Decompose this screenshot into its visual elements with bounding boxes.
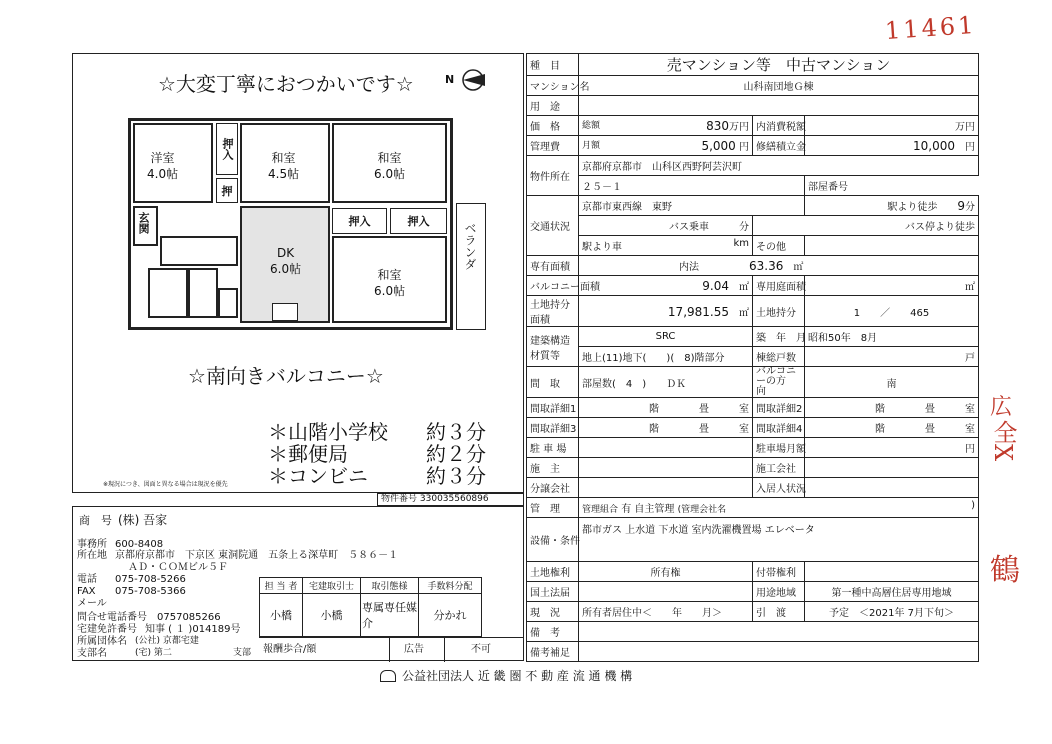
row-planning bbox=[527, 582, 979, 602]
row-type bbox=[527, 54, 979, 76]
closet-3-label: 押入 bbox=[348, 215, 371, 228]
washitsu-room-1 bbox=[240, 123, 330, 203]
flyer-headline: ☆大変丁寧におつかいです☆ bbox=[158, 72, 414, 96]
handwritten-note: 広 bbox=[990, 395, 1013, 420]
management-label: 管 理 bbox=[527, 498, 579, 518]
branch-suffix: 支部 bbox=[233, 648, 252, 658]
detail1-label: 間取詳細1 bbox=[527, 398, 579, 418]
license-number: 知事 ( １ )014189号 bbox=[145, 624, 241, 635]
tax-label: 内消費税額 bbox=[753, 116, 805, 136]
walk-label: 駅より徒歩 bbox=[887, 202, 938, 213]
row-builder bbox=[527, 458, 979, 478]
planning-label: 国土法届 bbox=[527, 582, 579, 602]
row-detail34 bbox=[527, 418, 979, 438]
layout-label: 間 取 bbox=[527, 367, 579, 398]
facilities-label: 設備・条件 bbox=[527, 518, 579, 562]
mail-label: メール bbox=[77, 598, 107, 609]
staff-header: 手数料分配 bbox=[419, 578, 482, 594]
staff-header: 担 当 者 bbox=[260, 578, 303, 594]
western-room bbox=[133, 123, 213, 203]
price-value: 830 bbox=[706, 119, 729, 133]
zoning-label: 用途地域 bbox=[753, 582, 805, 602]
detail4-label: 間取詳細4 bbox=[753, 418, 805, 438]
walk-value: 9 bbox=[957, 199, 966, 213]
row-mansion bbox=[527, 76, 979, 96]
sqm-unit: ㎡ bbox=[793, 262, 804, 273]
delivery-value: 予定 ＜2021年 7月下旬＞ bbox=[805, 602, 979, 622]
seller-label: 分譲会社 bbox=[527, 478, 579, 498]
property-number bbox=[377, 493, 524, 506]
company-panel bbox=[72, 506, 524, 661]
genkan-label: 玄関 bbox=[137, 212, 150, 234]
location-value-2: ２５－１ bbox=[579, 176, 805, 196]
nearby-name: ＊山階小学校 bbox=[268, 420, 388, 444]
remarks-supplement-label: 備考補足 bbox=[527, 642, 579, 662]
row-management: 管 理 管理組合 有 自主管理 (管理会社名 ) bbox=[527, 498, 979, 518]
row-structure2 bbox=[527, 347, 979, 367]
row-use bbox=[527, 96, 979, 116]
land-share-area-value: 17,981.55 bbox=[667, 304, 729, 319]
detail2-label: 間取詳細2 bbox=[753, 398, 805, 418]
washitsu-room-3-label: 和室 6.0帖 bbox=[374, 268, 406, 298]
fee-label: 報酬歩合/額 bbox=[263, 644, 317, 655]
row-location1 bbox=[527, 156, 979, 176]
staff-header: 取引態様 bbox=[361, 578, 419, 594]
land-right-value: 所有権 bbox=[579, 562, 753, 582]
land-share-area-label: 土地持分面積 bbox=[527, 296, 579, 327]
address-label: 所在地 bbox=[77, 550, 107, 561]
handwritten-number: 11461 bbox=[884, 10, 978, 46]
tenant-label: 入居人状況 bbox=[753, 478, 805, 498]
repair-label: 修繕積立金 bbox=[753, 136, 805, 156]
balcony-area-label: バルコニー面積 bbox=[527, 276, 579, 296]
structure-value: SRC bbox=[579, 327, 753, 347]
mgmt-fee-value: 5,000 bbox=[701, 139, 736, 153]
staff-value: 小橋 bbox=[303, 594, 361, 637]
flyer-footnote: ※現況につき、図面と異なる場合は現況を優先 bbox=[103, 481, 228, 488]
attached-right-label: 付帯権利 bbox=[753, 562, 805, 582]
zoning-value: 第一種中高層住居専用地域 bbox=[805, 582, 979, 602]
built-value: 昭和50年 8月 bbox=[805, 327, 979, 347]
mgmt-fee-label: 管理費 bbox=[527, 136, 579, 156]
row-balcony-area bbox=[527, 276, 979, 296]
union-value: 有 bbox=[621, 504, 632, 515]
nearby-time: 約２分 bbox=[426, 442, 486, 466]
yen-unit: 円 bbox=[805, 438, 979, 458]
washitsu-room-2 bbox=[332, 123, 447, 203]
washitsu-room-2-label: 和室 6.0帖 bbox=[374, 151, 406, 181]
remarks-label: 備 考 bbox=[527, 622, 579, 642]
tel-number: 075-708-5266 bbox=[115, 574, 186, 585]
units-label: 棟総戸数 bbox=[753, 347, 805, 367]
row-land-share bbox=[527, 296, 979, 327]
dining-kitchen bbox=[240, 206, 330, 323]
location-value: 京都府京都市 山科区西野阿芸沢町 bbox=[579, 156, 979, 176]
inquiry-tel: 0757085266 bbox=[157, 612, 221, 623]
nearby-time: 約３分 bbox=[426, 420, 486, 444]
western-room-label: 洋室 4.0帖 bbox=[147, 151, 179, 181]
row-transport1 bbox=[527, 196, 979, 216]
nearby-name: ＊郵便局 bbox=[268, 442, 348, 466]
units-unit: 戸 bbox=[805, 347, 979, 367]
row-location2 bbox=[527, 176, 979, 196]
closet-2 bbox=[216, 178, 238, 203]
sqm-unit: ㎡ bbox=[805, 276, 979, 296]
trade-name: (株) 吾家 bbox=[118, 513, 168, 527]
fee-row bbox=[259, 637, 523, 662]
room-number-label: 部屋番号 bbox=[808, 182, 848, 193]
location-label: 物件所在 bbox=[527, 156, 579, 196]
price-total-label: 総額 bbox=[582, 121, 601, 131]
sqm-unit: ㎡ bbox=[739, 282, 749, 293]
other-label: その他 bbox=[753, 236, 805, 256]
car-label: 駅より車 bbox=[582, 242, 622, 253]
row-mgmt bbox=[527, 136, 979, 156]
nearby-item bbox=[268, 466, 508, 488]
dining-kitchen-label: DK 6.0帖 bbox=[270, 246, 302, 276]
row-land-right bbox=[527, 562, 979, 582]
land-right-label: 土地権利 bbox=[527, 562, 579, 582]
floor-plan bbox=[128, 118, 488, 333]
property-number-label: 物件番号 bbox=[381, 494, 418, 504]
use-label: 用 途 bbox=[527, 96, 579, 116]
tel-label: 電話 bbox=[77, 574, 97, 585]
postal-code: 600-8408 bbox=[115, 539, 164, 550]
org-logo-icon bbox=[380, 670, 396, 682]
balcony-direction-label: バルコニーの方 向 bbox=[753, 367, 805, 398]
washitsu-room-1-label: 和室 4.5帖 bbox=[268, 151, 300, 181]
mansion-value: 山科南団地Ｇ棟 bbox=[579, 76, 979, 96]
yen-unit: 円 bbox=[965, 142, 976, 153]
balcony-area-value: 9.04 bbox=[702, 279, 729, 293]
mansion-label: マンション名 bbox=[527, 76, 579, 96]
row-remarks bbox=[527, 622, 979, 642]
genkan bbox=[133, 206, 158, 246]
inquiry-tel-label: 問合せ電話番号 bbox=[77, 612, 147, 623]
line-station: 京都市東西線 東野 bbox=[579, 196, 805, 216]
row-parking bbox=[527, 438, 979, 458]
bus-stop-label: バス停より徒歩 bbox=[905, 222, 976, 233]
layout-value: 部屋数( 4 ) ＤＫ bbox=[579, 367, 753, 398]
office-label: 事務所 bbox=[77, 539, 107, 550]
row-status bbox=[527, 602, 979, 622]
type-label: 種 目 bbox=[527, 54, 579, 76]
structure-label: 建築構造材質等 bbox=[527, 327, 579, 367]
kitchen-stove-icon bbox=[272, 303, 298, 321]
washitsu-room-3 bbox=[332, 236, 447, 323]
washroom bbox=[188, 268, 218, 318]
area-label: 専有面積 bbox=[527, 256, 579, 276]
detail-units: 階 畳 室 bbox=[805, 398, 979, 418]
association-label: 所属団体名 bbox=[77, 636, 127, 647]
bathroom bbox=[148, 268, 188, 318]
fax-number: 075-708-5366 bbox=[115, 586, 186, 597]
detail-units: 階 畳 室 bbox=[579, 418, 753, 438]
address-line-1: 京都府京都市 下京区 東洞院通 五条上る深草町 ５８６－１ bbox=[115, 550, 399, 561]
address-line-2: ＡＤ・ＣＯＭビル５Ｆ bbox=[128, 562, 228, 573]
association-name: (公社) 京都宅建 bbox=[135, 636, 199, 646]
staff-table bbox=[259, 577, 482, 637]
toilet bbox=[218, 288, 238, 318]
builder-label: 施 主 bbox=[527, 458, 579, 478]
row-price bbox=[527, 116, 979, 136]
closet-3 bbox=[332, 208, 387, 234]
sqm-unit: ㎡ bbox=[739, 307, 749, 319]
branch-label: 支部名 bbox=[77, 648, 107, 659]
balcony-headline: ☆南向きバルコニー☆ bbox=[188, 364, 384, 388]
ad-value: 不可 bbox=[471, 644, 491, 655]
row-transport3 bbox=[527, 236, 979, 256]
price-label: 価 格 bbox=[527, 116, 579, 136]
parking-label: 駐 車 場 bbox=[527, 438, 579, 458]
nearby-item bbox=[268, 422, 508, 444]
row-facilities bbox=[527, 518, 979, 562]
area-type: 内法 bbox=[679, 262, 699, 273]
footer-org: 公益社団法人 近 畿 圏 不 動 産 流 通 機 構 bbox=[402, 669, 633, 683]
nearby-name: ＊コンビニ bbox=[268, 464, 368, 488]
repair-value: 10,000 bbox=[913, 139, 956, 153]
type-value: 売マンション等 中古マンション bbox=[579, 54, 979, 76]
veranda-label: ベランダ bbox=[463, 222, 477, 270]
yen-unit: 円 bbox=[739, 142, 749, 153]
closet-2-label: 押 bbox=[221, 184, 233, 198]
property-sheet bbox=[526, 53, 978, 662]
mgmt-company-label: (管理会社名 bbox=[677, 505, 727, 515]
parking-fee-label: 駐車場月額 bbox=[753, 438, 805, 458]
ad-label: 広告 bbox=[404, 644, 424, 655]
area-value: 63.36 bbox=[749, 259, 784, 273]
property-number-value: 330035560896 bbox=[419, 494, 489, 504]
built-label: 築 年 月 bbox=[753, 327, 805, 347]
row-area bbox=[527, 256, 979, 276]
closet-4 bbox=[390, 208, 447, 234]
tax-unit: 万円 bbox=[805, 116, 979, 136]
minutes-unit: 分 bbox=[965, 202, 976, 213]
handwritten-note: 全X bbox=[989, 420, 1017, 462]
garden-label: 専用庭面積 bbox=[753, 276, 805, 296]
fax-label: FAX bbox=[77, 586, 96, 597]
staff-header: 宅建取引士 bbox=[303, 578, 361, 594]
detail-units: 階 畳 室 bbox=[579, 398, 753, 418]
nearby-time: 約３分 bbox=[426, 464, 486, 488]
contractor-label: 施工会社 bbox=[753, 458, 805, 478]
footer bbox=[380, 667, 632, 684]
veranda bbox=[456, 203, 486, 330]
row-structure1 bbox=[527, 327, 979, 347]
row-detail12 bbox=[527, 398, 979, 418]
trade-name-label: 商 号 bbox=[79, 514, 112, 527]
mgmt-month-label: 月額 bbox=[582, 141, 601, 151]
row-transport2 bbox=[527, 216, 979, 236]
compass-north-label: N bbox=[445, 73, 455, 86]
minutes-unit: 分 bbox=[739, 222, 749, 233]
union-label: 管理組合 bbox=[582, 505, 619, 515]
management-value: 自主管理 bbox=[634, 504, 675, 515]
nearby-item bbox=[268, 444, 508, 466]
closet-1 bbox=[216, 123, 238, 175]
flyer-panel bbox=[72, 53, 524, 493]
closet-4-label: 押入 bbox=[407, 215, 430, 228]
staff-value: 分かれ bbox=[419, 594, 482, 637]
closet-1-label: 押入 bbox=[221, 138, 234, 160]
status-label: 現 況 bbox=[527, 602, 579, 622]
balcony-direction-value: 南 bbox=[805, 367, 979, 398]
bus-label: バス乗車 bbox=[669, 222, 709, 233]
facilities-value: 都市ガス 上水道 下水道 室内洗濯機置場 エレベータ bbox=[579, 518, 979, 562]
handwritten-note: 鶴 bbox=[990, 553, 1020, 588]
kitchen-entry bbox=[160, 236, 238, 266]
delivery-label: 引 渡 bbox=[753, 602, 805, 622]
license-label: 宅建免許番号 bbox=[77, 624, 137, 635]
row-remarks2 bbox=[527, 642, 979, 662]
land-share-value: 1 ／ 465 bbox=[805, 296, 979, 327]
status-value: 所有者居住中＜ 年 月＞ bbox=[579, 602, 753, 622]
land-share-label: 土地持分 bbox=[753, 296, 805, 327]
price-unit: 万円 bbox=[729, 122, 749, 133]
row-seller bbox=[527, 478, 979, 498]
staff-value: 専属専任媒介 bbox=[361, 594, 419, 637]
compass-icon bbox=[453, 68, 493, 92]
detail-units: 階 畳 室 bbox=[805, 418, 979, 438]
transport-label: 交通状況 bbox=[527, 196, 579, 256]
branch-name: (宅) 第二 bbox=[135, 648, 172, 658]
staff-value: 小橋 bbox=[260, 594, 303, 637]
floors-value: 地上(11)地下( )( 8)階部分 bbox=[579, 347, 753, 367]
km-unit: km bbox=[733, 238, 749, 249]
detail3-label: 間取詳細3 bbox=[527, 418, 579, 438]
row-layout bbox=[527, 367, 979, 398]
